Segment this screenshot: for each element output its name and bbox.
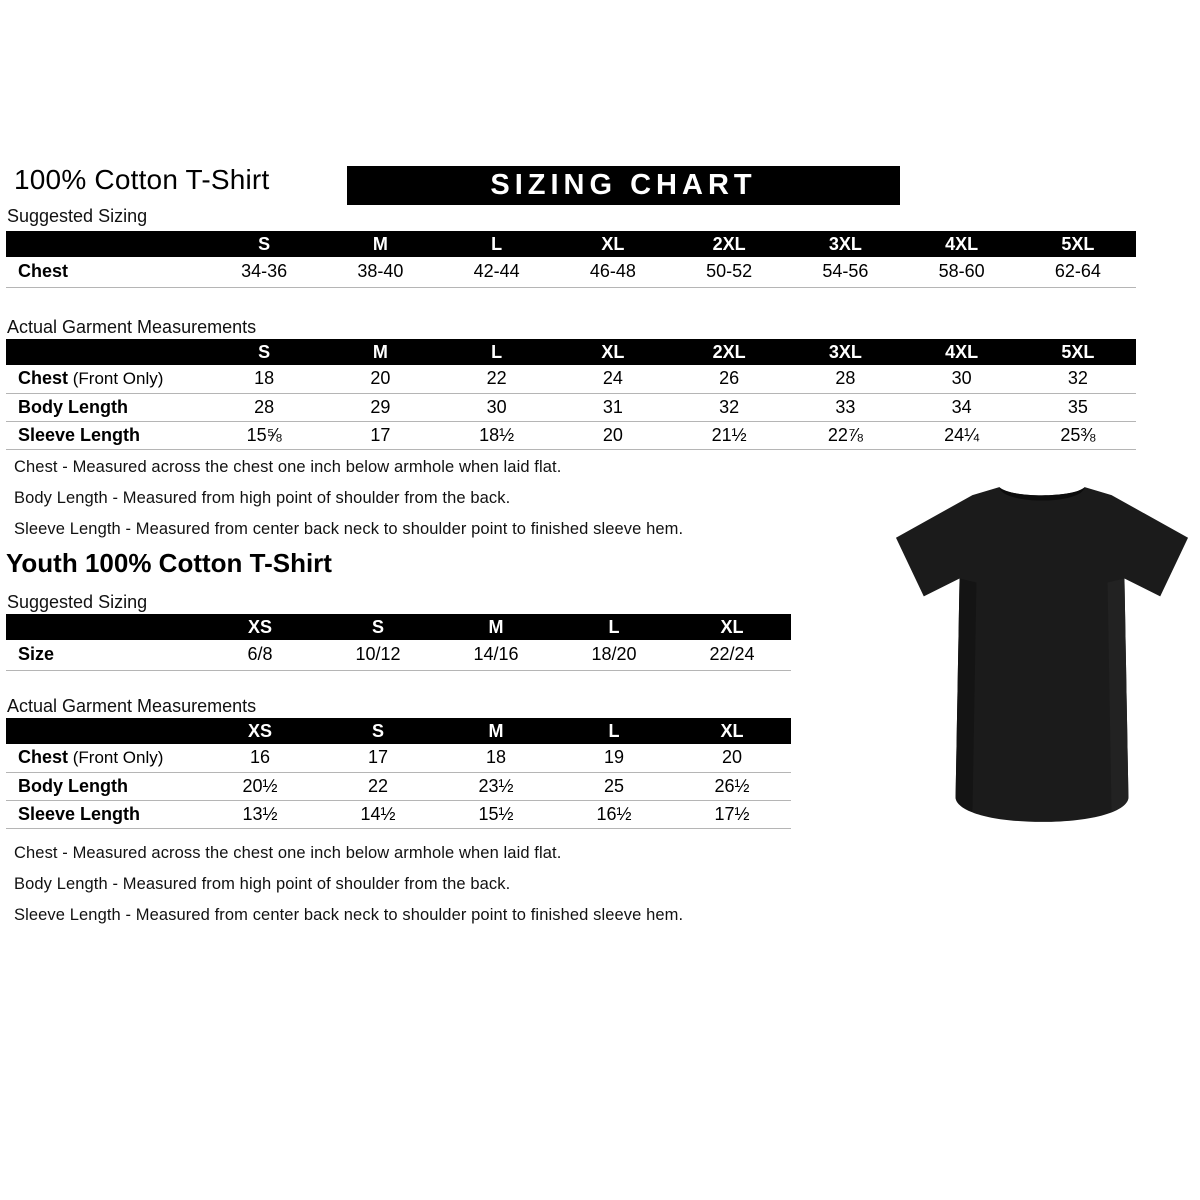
measurement-value: 50-52: [706, 261, 753, 282]
measurement-value: 34: [951, 396, 972, 417]
size-column-header: L: [555, 718, 673, 744]
size-column-header: 4XL: [904, 231, 1020, 257]
size-column-header: M: [437, 718, 555, 744]
measurement-value: 25⅜: [1060, 424, 1096, 445]
size-column-header: S: [319, 718, 437, 744]
measurement-note: Chest - Measured across the chest one inch below armhole when laid flat.: [14, 458, 562, 476]
size-column-header: L: [439, 339, 555, 365]
sizing-chart-banner: SIZING CHART: [347, 166, 900, 205]
measurement-value: 28: [254, 396, 275, 417]
page-title: 100% Cotton T-Shirt: [14, 164, 270, 195]
row-label: Chest (Front Only): [18, 368, 164, 389]
table-row: [6, 421, 1136, 449]
tshirt-body: [896, 487, 1188, 822]
measurement-value: 24¼: [944, 424, 980, 445]
measurement-value: 19: [603, 747, 625, 768]
size-column-header: 5XL: [1020, 231, 1136, 257]
measurement-value: 25: [603, 775, 625, 796]
measurement-value: 26½: [714, 775, 750, 796]
size-column-header: L: [439, 231, 555, 257]
row-label: Body Length: [18, 775, 128, 796]
label-column-header: [6, 231, 206, 257]
measurement-value: 18: [485, 747, 507, 768]
size-column-header: 3XL: [787, 339, 903, 365]
measurement-value: 32: [719, 396, 740, 417]
youth-suggested-sizing-label: Suggested Sizing: [7, 592, 148, 612]
measurement-note: Sleeve Length - Measured from center back neck to shoulder point to finished sleeve hem.: [14, 520, 684, 538]
measurement-value: 22: [486, 368, 507, 389]
measurement-value: 20: [370, 368, 391, 389]
measurement-value: 24: [602, 368, 623, 389]
measurement-note: Sleeve Length - Measured from center back neck to shoulder point to finished sleeve hem.: [14, 906, 684, 924]
table-row: [6, 365, 1136, 393]
size-column-header: XL: [555, 339, 671, 365]
measurement-value: 54-56: [822, 261, 869, 282]
measurement-value: 33: [835, 396, 856, 417]
measurement-note: Chest - Measured across the chest one inch below armhole when laid flat.: [14, 844, 562, 862]
measurement-value: 20: [721, 747, 743, 768]
tshirt-image: [893, 476, 1191, 840]
measurement-value: 23½: [478, 775, 514, 796]
measurement-value: 32: [1067, 368, 1088, 389]
measurement-value: 20½: [242, 775, 278, 796]
measurement-value: 18: [254, 368, 275, 389]
row-label: Chest (Front Only): [18, 747, 164, 768]
measurement-value: 34-36: [241, 261, 288, 282]
size-column-header: 2XL: [671, 339, 787, 365]
measurement-value: 42-44: [473, 261, 520, 282]
measurement-value: 30: [486, 396, 507, 417]
measurement-value: 16: [249, 747, 271, 768]
size-column-header: XL: [555, 231, 671, 257]
youth-actual-measurements-label: Actual Garment Measurements: [7, 696, 257, 716]
measurement-value: 58-60: [938, 261, 985, 282]
youth-suggested-sizing-table: [6, 614, 791, 671]
measurement-note: Body Length - Measured from high point of shoulder from the back.: [14, 875, 511, 893]
measurement-value: 10/12: [355, 644, 401, 665]
adult-suggested-sizing-label: Suggested Sizing: [7, 206, 148, 226]
table-row: [6, 393, 1136, 421]
measurement-value: 6/8: [247, 644, 273, 665]
measurement-value: 17: [370, 424, 391, 445]
size-column-header: L: [555, 614, 673, 640]
measurement-value: 29: [370, 396, 391, 417]
table-row: [6, 744, 791, 772]
size-column-header: 3XL: [787, 231, 903, 257]
size-column-header: XS: [201, 718, 319, 744]
label-column-header: [6, 339, 206, 365]
youth-actual-measurements-table: [6, 718, 791, 829]
size-column-header: S: [319, 614, 437, 640]
adult-actual-measurements-table: [6, 339, 1136, 450]
measurement-value: 26: [719, 368, 740, 389]
measurement-value: 17: [367, 747, 389, 768]
measurement-value: 18½: [479, 424, 515, 445]
measurement-value: 16½: [596, 803, 632, 824]
table-row: [6, 257, 1136, 287]
size-column-header: 4XL: [904, 339, 1020, 365]
measurement-value: 28: [835, 368, 856, 389]
measurement-value: 13½: [242, 803, 278, 824]
measurement-value: 22: [367, 775, 389, 796]
row-label: Sleeve Length: [18, 424, 141, 445]
size-column-header: XL: [673, 614, 791, 640]
measurement-value: 15⅝: [246, 424, 282, 445]
size-column-header: M: [437, 614, 555, 640]
measurement-value: 30: [951, 368, 972, 389]
measurement-value: 22⅞: [827, 424, 863, 445]
measurement-value: 18/20: [591, 644, 637, 665]
measurement-note: Body Length - Measured from high point of shoulder from the back.: [14, 489, 511, 507]
label-column-header: [6, 718, 201, 744]
size-column-header: XS: [201, 614, 319, 640]
measurement-value: 14/16: [473, 644, 519, 665]
table-row: [6, 800, 791, 828]
youth-measurement-notes: [14, 844, 683, 937]
size-column-header: S: [206, 339, 322, 365]
adult-suggested-sizing-table: [6, 231, 1136, 288]
size-column-header: XL: [673, 718, 791, 744]
measurement-value: 46-48: [589, 261, 636, 282]
adult-measurement-notes: [14, 458, 683, 551]
row-label: Size: [18, 644, 55, 665]
table-row: [6, 772, 791, 800]
measurement-value: 22/24: [709, 644, 755, 665]
adult-actual-measurements-label: Actual Garment Measurements: [7, 317, 257, 337]
measurement-value: 35: [1067, 396, 1088, 417]
measurement-value: 21½: [711, 424, 747, 445]
measurement-value: 15½: [478, 803, 514, 824]
table-row: [6, 640, 791, 670]
size-column-header: 2XL: [671, 231, 787, 257]
youth-title: Youth 100% Cotton T-Shirt: [6, 548, 332, 578]
size-column-header: M: [322, 339, 438, 365]
measurement-value: 17½: [714, 803, 750, 824]
measurement-value: 31: [602, 396, 623, 417]
measurement-value: 62-64: [1054, 261, 1101, 282]
measurement-value: 38-40: [357, 261, 404, 282]
measurement-value: 20: [602, 424, 623, 445]
size-column-header: M: [322, 231, 438, 257]
row-label: Body Length: [18, 396, 128, 417]
row-label: Chest: [18, 261, 69, 282]
row-label: Sleeve Length: [18, 803, 141, 824]
label-column-header: [6, 614, 201, 640]
size-column-header: 5XL: [1020, 339, 1136, 365]
size-column-header: S: [206, 231, 322, 257]
measurement-value: 14½: [360, 803, 396, 824]
